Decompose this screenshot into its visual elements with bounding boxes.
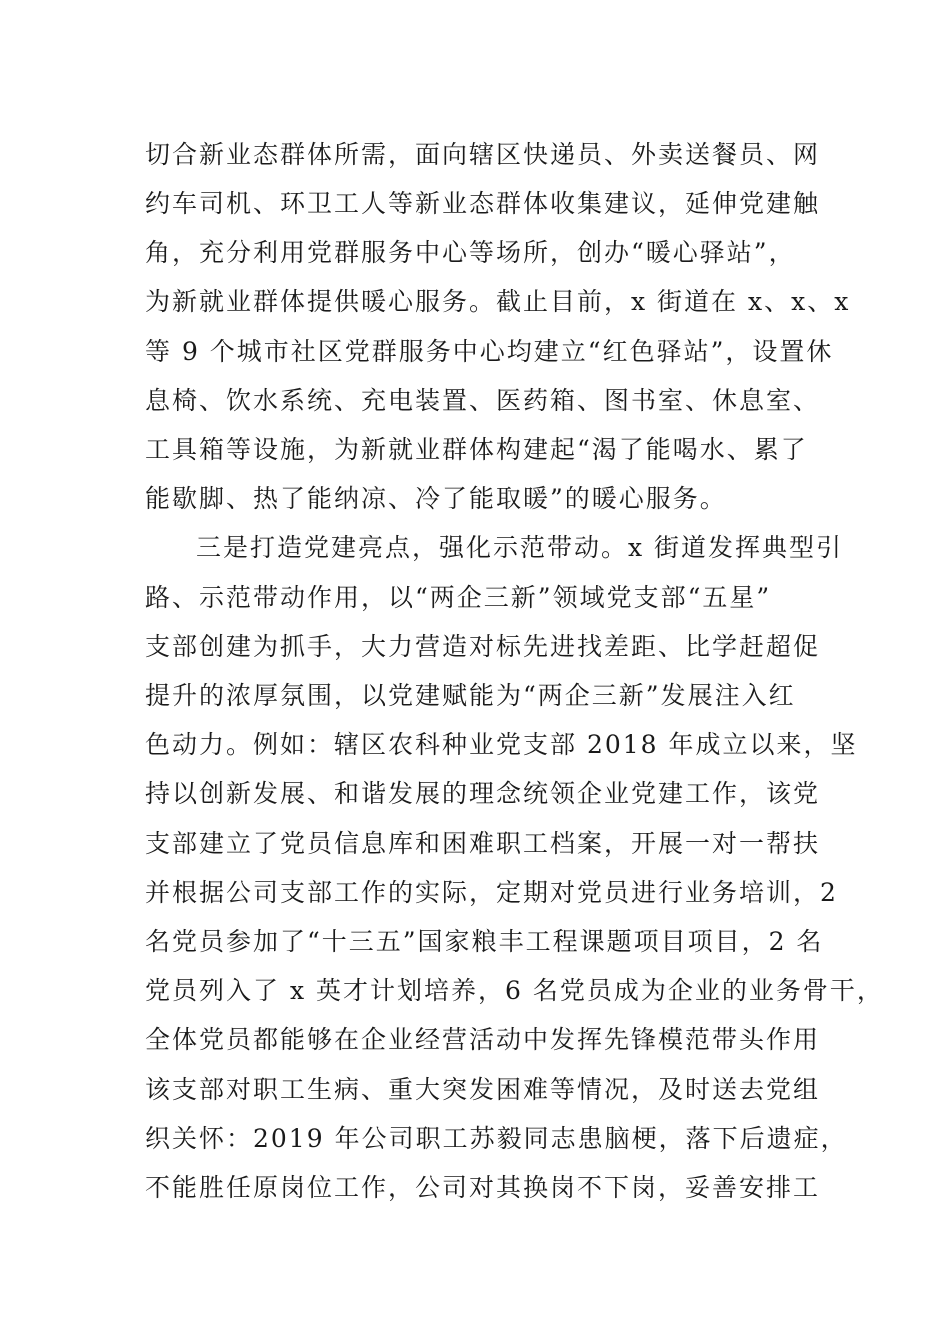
text-line: 约车司机、环卫工人等新业态群体收集建议，延伸党建触: [145, 189, 821, 218]
text-line: 持以创新发展、和谐发展的理念统领企业党建工作，该党: [145, 779, 821, 808]
text-line: 织关怀：2019 年公司职工苏毅同志患脑梗，落下后遗症，: [145, 1124, 848, 1153]
text-line: 名党员参加了“十三五”国家粮丰工程课题项目项目，2 名: [145, 927, 824, 956]
text-line: 角，充分利用党群服务中心等场所，创办“暖心驿站”，: [145, 238, 796, 267]
text-line: 党员列入了 x 英才计划培养，6 名党员成为企业的业务骨干，: [145, 976, 884, 1005]
text-line: 支部创建为抓手，大力营造对标先进找差距、比学赶超促: [145, 632, 821, 661]
paragraph-start-line: 三是打造党建亮点，强化示范带动。x 街道发挥典型引: [196, 533, 844, 562]
text-line: 不能胜任原岗位工作，公司对其换岗不下岗，妥善安排工: [145, 1173, 821, 1202]
text-line: 路、示范带动作用，以“两企三新”领域党支部“五星”: [145, 583, 772, 612]
text-line: 息椅、饮水系统、充电装置、医药箱、图书室、休息室、: [145, 386, 821, 415]
text-line: 支部建立了党员信息库和困难职工档案，开展一对一帮扶: [145, 829, 821, 858]
text-line: 切合新业态群体所需，面向辖区快递员、外卖送餐员、网: [145, 140, 821, 169]
text-line: 该支部对职工生病、重大突发困难等情况，及时送去党组: [145, 1075, 821, 1104]
text-line: 全体党员都能够在企业经营活动中发挥先锋模范带头作用: [145, 1025, 821, 1054]
text-line: 工具箱等设施，为新就业群体构建起“渴了能喝水、累了: [145, 435, 808, 464]
text-line: 并根据公司支部工作的实际，定期对党员进行业务培训，2: [145, 878, 838, 907]
text-line: 能歇脚、热了能纳凉、冷了能取暖”的暖心服务。: [145, 484, 727, 513]
text-line: 等 9 个城市社区党群服务中心均建立“红色驿站”，设置休: [145, 337, 834, 366]
text-line: 提升的浓厚氛围，以党建赋能为“两企三新”发展注入红: [145, 681, 796, 710]
text-line: 色动力。例如：辖区农科种业党支部 2018 年成立以来，坚: [145, 730, 858, 759]
text-line: 为新就业群体提供暖心服务。截止目前，x 街道在 x、x、x: [145, 287, 851, 316]
